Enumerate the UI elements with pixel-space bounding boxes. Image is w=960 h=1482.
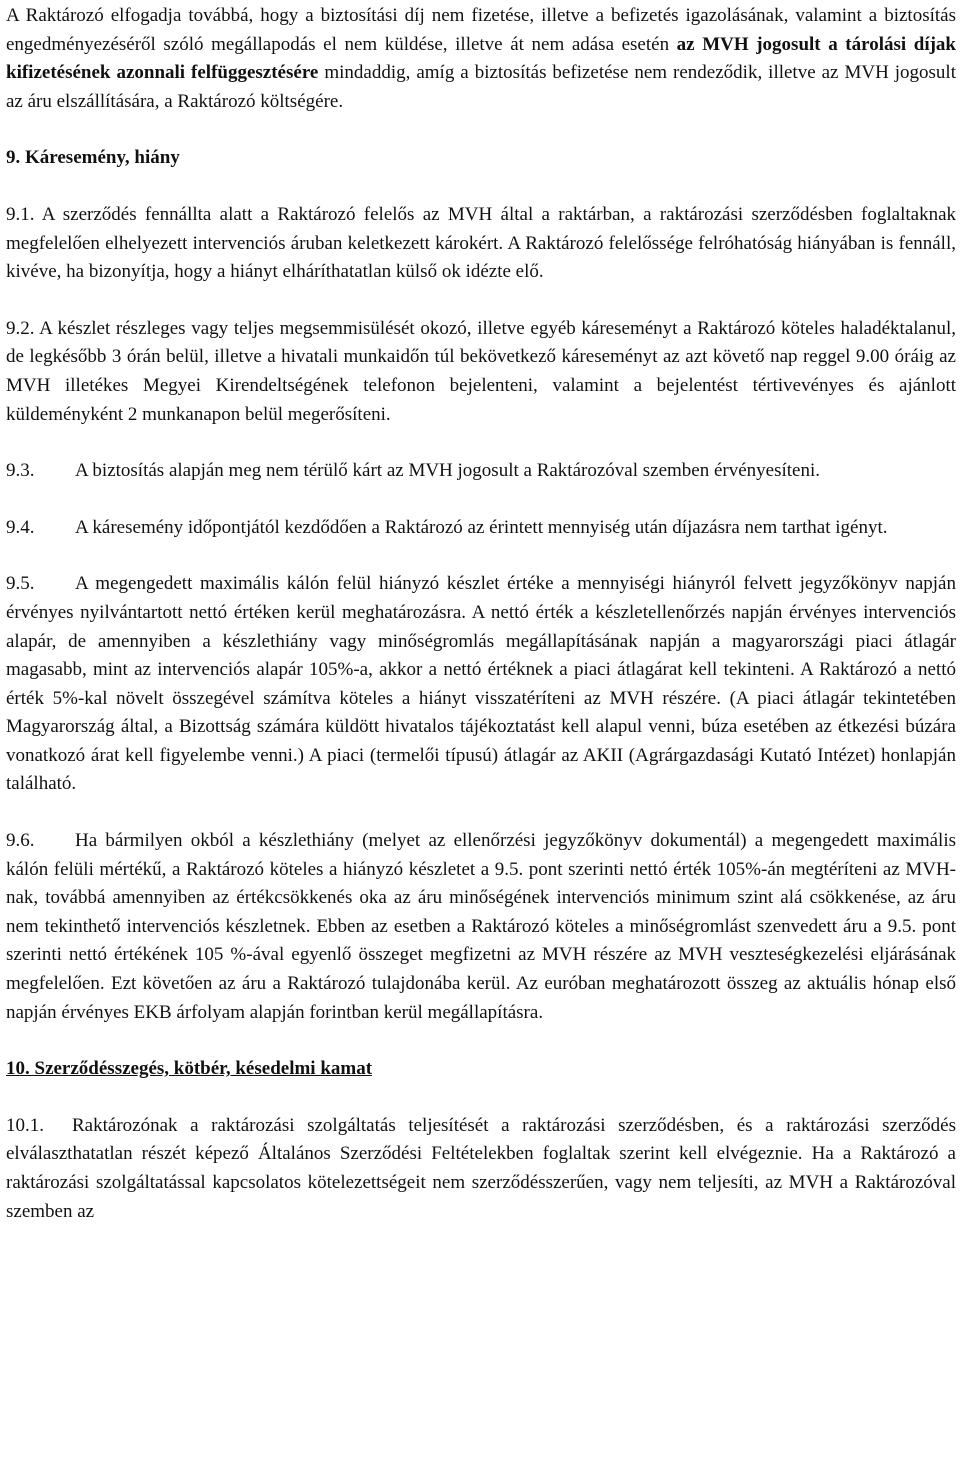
paragraph-text: A káresemény időpontjától kezdődően a Raktározó az érintett mennyiség után díjazásra nem tarthat igényt.: [75, 516, 888, 538]
paragraph-number: 9.5.: [6, 573, 35, 595]
paragraph-number: 10.1.: [6, 1114, 44, 1136]
intro-bold-clause: az MVH jogosult a tárolási díjak kifizetésének azonnali felfüggesztésére: [6, 33, 956, 84]
paragraph-number: 9.2.: [6, 317, 35, 339]
paragraph-text: A megengedett maximális kálón felül hiányzó készlet értéke a mennyiségi hiányról felvett jegyzőkönyv napján érvényes nyilvántartott nettó értéken kerül meghatározásra. A nettó érték a készletellenőrzés napján érvényes intervenciós alapár, de amennyiben a készlethiány vagy minőségromlás megállapításának napján a magyarországi piaci átlagár magasabb, mint az intervenciós alapár 105%-a, akkor a nettó értéknek a piaci átlagárat kell tekinteni. A Raktározó a nettó érték 5%-kal növelt összegével számítva köteles a hiányt visszatéríteni az MVH részére. (A piaci átlagár tekintetében Magyarország által, a Bizottság számára küldött hivatalos tájékoztatást kell alapul venni, búza esetében az étkezési búzára vonatkozó árat kell figyelembe venni.) A piaci (termelői típusú) átlagár az AKII (Agrárgazdasági Kutató Intézet) honlapján található.: [6, 573, 956, 795]
section-9-heading: 9. Káresemény, hiány: [6, 147, 180, 169]
paragraph-number: 9.1.: [6, 203, 35, 225]
paragraph-number: 9.3.: [6, 460, 35, 482]
section-10-heading: 10. Szerződésszegés, kötbér, késedelmi kamat: [6, 1058, 373, 1080]
paragraph-9-2: [6, 315, 956, 429]
paragraph-9-5: [6, 570, 956, 799]
paragraph-10-1: [6, 1112, 956, 1226]
paragraph-text: Ha bármilyen okból a készlethiány (melyet az ellenőrzési jegyzőkönyv dokumentál) a megengedett maximális kálón felüli mértékű, a Raktározó köteles a hiányzó készletet a 9.5. pont szerinti nettó érték 105%-án megtéríteni az MVH-nak, továbbá amennyiben az értékcsökkenés oka az áru minőségének intervenciós minimum szint alá csökkenése, az áru nem tekinthető intervenciós készletnek. Ebben az esetben a Raktározó köteles a minőségromlást szenvedett áru a 9.5. pont szerinti nettó értékének 105 %-ával egyenlő összeget megfizetni az MVH részére az MVH veszteségkezelési eljárásának megfelelően. Ezt követően az áru a Raktározó tulajdonába kerül. Az euróban meghatározott összeg az aktuális hónap első napján érvényes EKB árfolyam alapján forintban kerül megállapításra.: [6, 830, 956, 1023]
paragraph-text: A biztosítás alapján meg nem térülő kárt az MVH jogosult a Raktározóval szemben érvényesíteni.: [75, 460, 820, 482]
intro-paragraph: [6, 2, 956, 116]
intro-text-end: mindaddig, amíg a biztosítás befizetése nem rendeződik, illetve az MVH jogosult az áru elszállítására, a Raktározó költségére.: [6, 62, 956, 112]
paragraph-text: A szerződés fennállta alatt a Raktározó felelős az MVH által a raktárban, a raktározási szerződésben foglaltaknak megfelelően elhelyezett intervenciós áruban keletkezett károkért. A Raktározó felelőssége felróhatóság hiányában is fennáll, kivéve, ha bizonyítja, hogy a hiányt elháríthatatlan külső ok idézte elő.: [6, 203, 956, 283]
paragraph-9-4: [6, 514, 956, 543]
intro-text-start: A Raktározó elfogadja továbbá, hogy a biztosítási díj nem fizetése, illetve a befizetés igazolásának, valamint a biztosítás engedményezéséről szóló megállapodás el nem küldése, illetve át nem adása esetén: [6, 5, 956, 55]
paragraph-9-3: [6, 457, 956, 486]
paragraph-9-6: [6, 827, 956, 1027]
paragraph-number: 9.6.: [6, 830, 35, 852]
paragraph-9-1: [6, 201, 956, 287]
paragraph-text: Raktározónak a raktározási szolgáltatás teljesítését a raktározási szerződésben, és a raktározási szerződés elválaszthatatlan részét képező Általános Szerződési Feltételekben foglaltak szerint kell elvégeznie. Ha a Raktározó a raktározási szolgáltatással kapcsolatos kötelezettségeit nem szerződésszerűen, vagy nem teljesíti, az MVH a Raktározóval szemben az: [6, 1114, 956, 1222]
paragraph-text: A készlet részleges vagy teljes megsemmisülését okozó, illetve egyéb káreseményt a Raktározó köteles haladéktalanul, de legkésőbb 3 órán belül, illetve a hivatali munkaidőn túl bekövetkező káreseményt az azt követő nap reggel 9.00 óráig az MVH illetékes Megyei Kirendeltségének telefonon bejelenteni, valamint a bejelentést tértivevényes és ajánlott küldeményként 2 munkanapon belül megerősíteni.: [6, 317, 957, 425]
paragraph-number: 9.4.: [6, 516, 35, 538]
